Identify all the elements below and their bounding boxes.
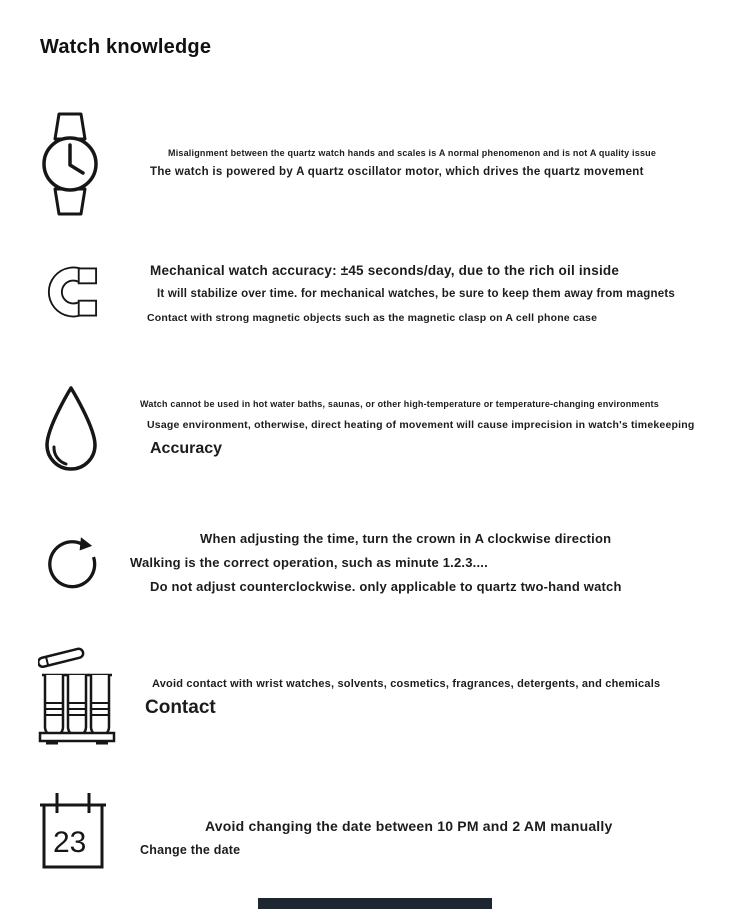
calendar-day-number: 23 <box>53 826 87 859</box>
calendar-icon <box>40 790 106 872</box>
page-title: Watch knowledge <box>40 36 212 58</box>
info-line: Mechanical watch accuracy: ±45 seconds/day, due to the rich oil inside <box>150 263 620 278</box>
info-line: Walking is the correct operation, such as minute 1.2.3.... <box>130 555 488 570</box>
bottom-bar <box>258 898 492 909</box>
clockwise-arrow-icon <box>42 520 108 602</box>
magnet-icon <box>44 261 106 323</box>
info-line: Misalignment between the quartz watch hands and scales is A normal phenomenon and is not A quality issue <box>168 148 657 158</box>
info-line: Watch cannot be used in hot water baths, saunas, or other high-temperature or temperature-changing environments <box>140 399 659 409</box>
info-line: Contact with strong magnetic objects such as the magnetic clasp on A cell phone case <box>147 312 598 324</box>
test-tubes-icon <box>38 645 116 745</box>
section-keyword: Contact <box>145 697 216 718</box>
info-line: Usage environment, otherwise, direct heating of movement will cause imprecision in watch's timekeeping <box>147 419 695 431</box>
info-line: Do not adjust counterclockwise. only applicable to quartz two-hand watch <box>150 579 622 594</box>
info-line: Avoid changing the date between 10 PM and 2 AM manually <box>205 818 613 834</box>
info-line: Avoid contact with wrist watches, solvents, cosmetics, fragrances, detergents, and chemicals <box>152 678 661 690</box>
info-line: It will stabilize over time. for mechanical watches, be sure to keep them away from magnets <box>157 288 675 300</box>
info-line: The watch is powered by A quartz oscillator motor, which drives the quartz movement <box>150 166 644 178</box>
section-keyword: Accuracy <box>150 440 223 457</box>
info-line: When adjusting the time, turn the crown in A clockwise direction <box>200 531 612 546</box>
water-drop-icon <box>42 383 100 477</box>
watch-icon <box>40 112 100 216</box>
info-line: Change the date <box>140 843 241 857</box>
